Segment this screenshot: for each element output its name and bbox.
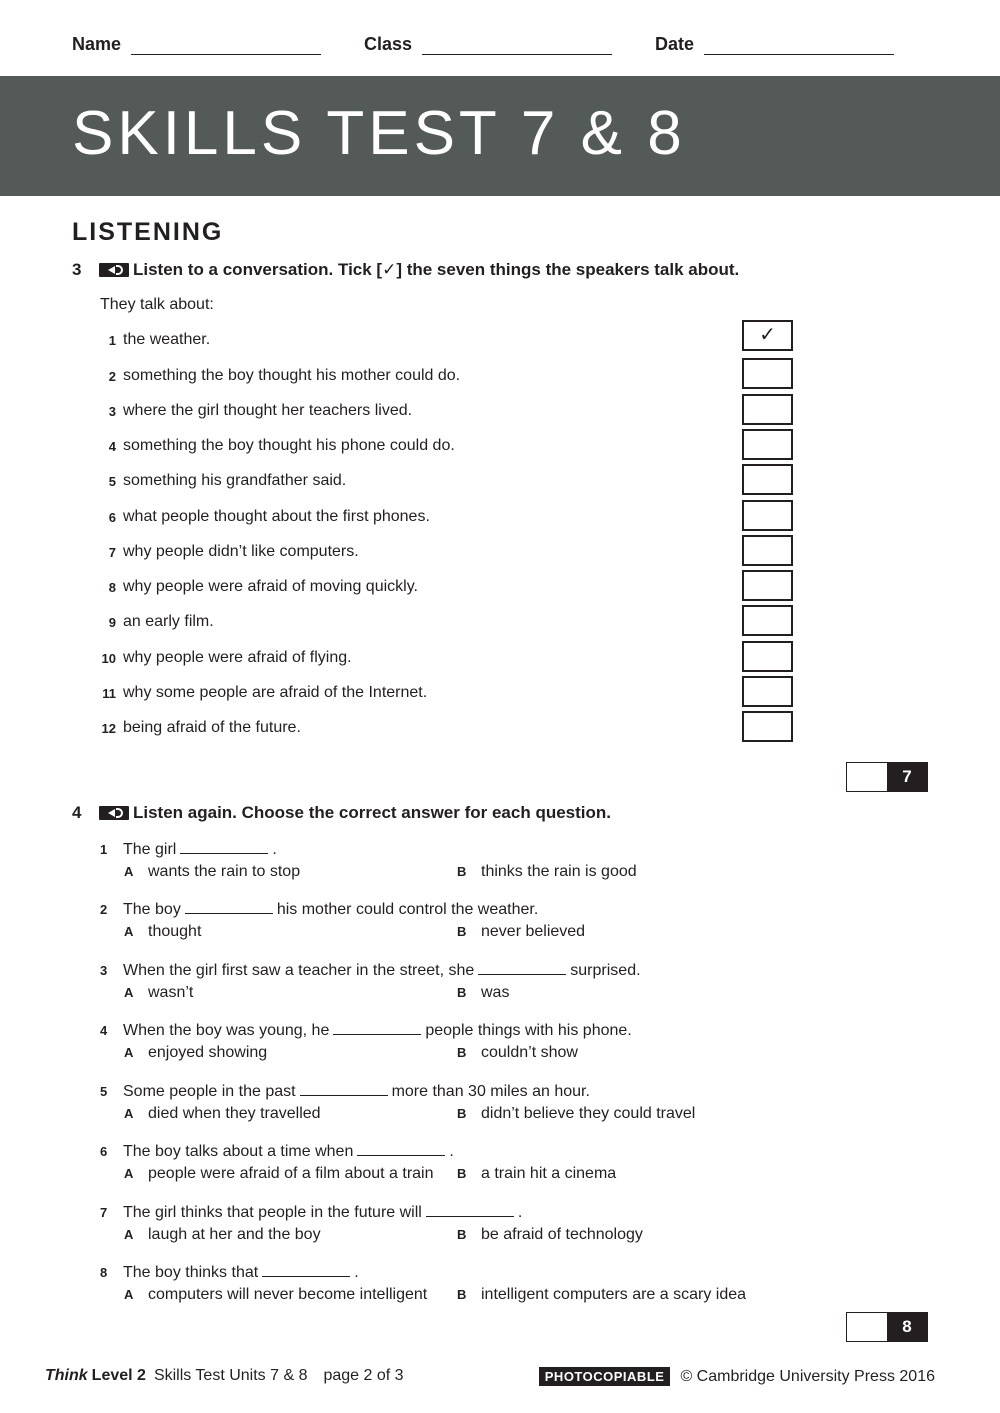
option-letter: B xyxy=(457,1287,467,1302)
option-letter: B xyxy=(457,1045,467,1060)
q4-item-number: 4 xyxy=(100,1023,108,1038)
q4-item-stem xyxy=(100,840,920,862)
answer-blank[interactable] xyxy=(300,1082,388,1096)
q4-item-stem xyxy=(100,961,920,983)
option-letter: A xyxy=(124,985,134,1000)
option-letter: B xyxy=(457,1227,467,1242)
option-letter: B xyxy=(457,864,467,879)
q3-item xyxy=(100,471,346,491)
q4-item-stem xyxy=(100,1203,920,1225)
q3-tick-box[interactable] xyxy=(742,641,793,672)
class-line[interactable] xyxy=(422,37,612,55)
q4-item-after: . xyxy=(517,1204,523,1221)
option-a[interactable] xyxy=(124,1286,427,1304)
q3-item-text: the weather. xyxy=(123,331,211,348)
q4-item-after: . xyxy=(354,1264,359,1281)
q4-item-after: surprised. xyxy=(570,962,641,979)
option-text: thought xyxy=(148,923,202,940)
option-a[interactable] xyxy=(124,984,193,1002)
q4-item xyxy=(100,840,920,885)
option-letter: B xyxy=(457,1106,467,1121)
q3-item xyxy=(100,401,412,421)
q3-item-number: 12 xyxy=(101,720,116,736)
option-text: died when they travelled xyxy=(148,1105,321,1122)
q4-item-after: . xyxy=(449,1143,454,1160)
answer-blank[interactable] xyxy=(357,1142,445,1156)
photocopiable-badge: PHOTOCOPIABLE xyxy=(539,1367,671,1386)
audio-icon xyxy=(99,263,129,277)
q3-item xyxy=(100,577,418,597)
q4-item-stem xyxy=(100,1082,920,1104)
section-title: LISTENING xyxy=(72,218,224,246)
q3-item xyxy=(100,330,210,350)
footer xyxy=(45,1367,935,1389)
q3-tick-box[interactable] xyxy=(742,535,793,566)
q3-item xyxy=(100,366,460,386)
q3-score-total: 7 xyxy=(887,763,927,791)
q3-item xyxy=(100,718,301,738)
option-b[interactable] xyxy=(457,1226,643,1244)
option-text: laugh at her and the boy xyxy=(148,1226,321,1243)
footer-left xyxy=(45,1367,404,1385)
footer-right xyxy=(539,1367,935,1386)
q4-item xyxy=(100,1082,920,1127)
option-text: wasn’t xyxy=(148,984,194,1001)
answer-blank[interactable] xyxy=(262,1263,350,1277)
option-text: enjoyed showing xyxy=(148,1044,268,1061)
q3-tick-box[interactable] xyxy=(742,676,793,707)
copyright: © Cambridge University Press 2016 xyxy=(680,1367,935,1385)
q4-item-number: 1 xyxy=(100,842,108,857)
q4-number: 4 xyxy=(72,803,82,822)
q4-heading xyxy=(72,803,611,823)
q3-tick-box[interactable] xyxy=(742,570,793,601)
q3-item-text: being afraid of the future. xyxy=(123,719,301,736)
q3-number: 3 xyxy=(72,260,82,279)
q4-item-number: 3 xyxy=(100,963,108,978)
option-letter: A xyxy=(124,1166,134,1181)
q4-options xyxy=(100,1044,920,1066)
q3-tick-box[interactable] xyxy=(742,605,793,636)
q3-tick-box[interactable] xyxy=(742,500,793,531)
q3-item-number: 10 xyxy=(101,650,116,666)
option-text: be afraid of technology xyxy=(481,1226,643,1243)
option-letter: B xyxy=(457,924,467,939)
q4-item-stem xyxy=(100,900,920,922)
q4-options xyxy=(100,1286,920,1308)
q3-item-number: 6 xyxy=(108,509,116,525)
option-b[interactable] xyxy=(457,1165,616,1183)
q3-item-text: why people didn’t like computers. xyxy=(123,543,359,560)
class-label: Class xyxy=(364,34,413,54)
option-text: people were afraid of a film about a train xyxy=(148,1165,434,1182)
q4-instruction: Listen again. Choose the correct answer for each question. xyxy=(133,803,612,822)
q3-tick-box[interactable] xyxy=(742,711,793,742)
q3-item-text: why people were afraid of moving quickly. xyxy=(123,578,418,595)
q4-item-before: The girl xyxy=(123,841,177,858)
option-text: wants the rain to stop xyxy=(148,863,301,880)
q3-item xyxy=(100,436,455,456)
q4-item-stem xyxy=(100,1142,920,1164)
title-banner xyxy=(0,76,1000,196)
q4-item-stem xyxy=(100,1263,920,1285)
option-b[interactable] xyxy=(457,1044,578,1062)
q4-item-number: 7 xyxy=(100,1205,108,1220)
option-text: couldn’t show xyxy=(481,1044,578,1061)
q3-item xyxy=(100,683,427,703)
q3-item xyxy=(100,648,352,668)
q4-item-after: more than 30 miles an hour. xyxy=(391,1083,590,1100)
option-text: thinks the rain is good xyxy=(481,863,637,880)
q4-item xyxy=(100,1021,920,1066)
answer-blank[interactable] xyxy=(180,840,268,854)
option-text: didn’t believe they could travel xyxy=(481,1105,696,1122)
q4-options xyxy=(100,1105,920,1127)
footer-units: Skills Test Units 7 & 8 xyxy=(153,1367,308,1384)
q4-item xyxy=(100,961,920,1006)
q3-item-text: what people thought about the first phones. xyxy=(123,508,430,525)
q4-item-number: 5 xyxy=(100,1084,108,1099)
q4-item-number: 8 xyxy=(100,1265,108,1280)
q4-score-blank[interactable] xyxy=(847,1313,889,1341)
q4-item-after: . xyxy=(272,841,277,858)
q4-item-before: The boy xyxy=(123,901,181,918)
option-text: never believed xyxy=(481,923,586,940)
q4-item-before: When the boy was young, he xyxy=(123,1022,330,1039)
q3-tick-box[interactable]: ✓ xyxy=(742,320,793,351)
option-letter: B xyxy=(457,985,467,1000)
q3-item xyxy=(100,507,430,527)
option-text: a train hit a cinema xyxy=(481,1165,617,1182)
option-a[interactable] xyxy=(124,1226,321,1244)
q3-item-text: where the girl thought her teachers lived. xyxy=(123,402,413,419)
footer-page: page 2 of 3 xyxy=(323,1367,404,1384)
date-field[interactable] xyxy=(655,34,894,55)
header-fields xyxy=(72,34,902,60)
class-field[interactable] xyxy=(364,34,612,55)
q3-item-number: 9 xyxy=(108,614,116,630)
footer-brand: Think xyxy=(45,1367,88,1384)
q3-heading xyxy=(72,260,739,280)
option-letter: A xyxy=(124,924,134,939)
q3-score-blank[interactable] xyxy=(847,763,889,791)
date-line[interactable] xyxy=(704,37,894,55)
q3-item xyxy=(100,612,214,632)
q4-options xyxy=(100,1165,920,1187)
q4-score-box xyxy=(846,1312,928,1342)
q4-item-after: people things with his phone. xyxy=(425,1022,632,1039)
q4-item-before: The boy thinks that xyxy=(123,1264,259,1281)
q3-item-text: something the boy thought his mother could do. xyxy=(123,367,461,384)
q4-options xyxy=(100,863,920,885)
q4-options xyxy=(100,1226,920,1248)
answer-blank[interactable] xyxy=(478,961,566,975)
option-letter: A xyxy=(124,864,134,879)
q3-tick-box[interactable] xyxy=(742,429,793,460)
option-letter: A xyxy=(124,1287,134,1302)
option-b[interactable] xyxy=(457,1286,746,1304)
q4-item xyxy=(100,1203,920,1248)
option-text: was xyxy=(481,984,510,1001)
q4-item-after: his mother could control the weather. xyxy=(276,901,539,918)
option-a[interactable] xyxy=(124,1165,434,1183)
q3-item-text: something the boy thought his phone could do. xyxy=(123,437,455,454)
q3-tick-box[interactable] xyxy=(742,394,793,425)
q3-item xyxy=(100,542,359,562)
name-field[interactable] xyxy=(72,34,321,55)
answer-blank[interactable] xyxy=(185,900,273,914)
option-a[interactable] xyxy=(124,863,300,881)
q4-item-before: When the girl first saw a teacher in the street, she xyxy=(123,962,475,979)
option-text: intelligent computers are a scary idea xyxy=(481,1286,747,1303)
q4-item-before: The girl thinks that people in the future will xyxy=(123,1204,422,1221)
q4-item-number: 6 xyxy=(100,1144,108,1159)
name-line[interactable] xyxy=(131,37,321,55)
option-b[interactable] xyxy=(457,863,637,881)
option-a[interactable] xyxy=(124,1105,321,1123)
q4-options xyxy=(100,984,920,1006)
q3-intro: They talk about: xyxy=(100,296,214,313)
q3-item-text: something his grandfather said. xyxy=(123,472,347,489)
footer-level: Level 2 xyxy=(91,1367,146,1384)
q3-tick-box[interactable] xyxy=(742,358,793,389)
q4-item xyxy=(100,900,920,945)
q4-item-number: 2 xyxy=(100,902,108,917)
q3-item-number: 2 xyxy=(108,368,116,384)
q4-item-before: Some people in the past xyxy=(123,1083,296,1100)
q3-item-number: 3 xyxy=(108,403,116,419)
q3-item-number: 11 xyxy=(102,685,116,701)
q3-item-text: an early film. xyxy=(123,613,214,630)
q4-item xyxy=(100,1142,920,1187)
option-b[interactable] xyxy=(457,1105,695,1123)
name-label: Name xyxy=(72,34,122,54)
q3-instruction: Listen to a conversation. Tick [✓] the seven things the speakers talk about. xyxy=(133,260,740,279)
q4-item-stem xyxy=(100,1021,920,1043)
option-b[interactable] xyxy=(457,984,509,1002)
q3-item-number: 1 xyxy=(108,332,116,348)
q4-options xyxy=(100,923,920,945)
option-text: computers will never become intelligent xyxy=(148,1286,428,1303)
option-letter: A xyxy=(124,1106,134,1121)
q4-item xyxy=(100,1263,920,1308)
page-title: SKILLS TEST 7 & 8 xyxy=(72,99,686,168)
option-letter: A xyxy=(124,1227,134,1242)
option-letter: B xyxy=(457,1166,467,1181)
q3-item-number: 4 xyxy=(108,438,116,454)
q3-tick-box[interactable] xyxy=(742,464,793,495)
q3-item-text: why people were afraid of flying. xyxy=(123,649,352,666)
q4-score-total: 8 xyxy=(887,1313,927,1341)
date-label: Date xyxy=(655,34,695,54)
q4-item-before: The boy talks about a time when xyxy=(123,1143,354,1160)
option-letter: A xyxy=(124,1045,134,1060)
answer-blank[interactable] xyxy=(426,1203,514,1217)
option-b[interactable] xyxy=(457,923,585,941)
q3-item-number: 8 xyxy=(108,579,116,595)
q3-item-text: why some people are afraid of the Internet. xyxy=(123,684,428,701)
audio-icon xyxy=(99,806,129,820)
q3-score-box xyxy=(846,762,928,792)
option-a[interactable] xyxy=(124,1044,267,1062)
option-a[interactable] xyxy=(124,923,201,941)
q3-item-number: 5 xyxy=(108,473,116,489)
q3-item-number: 7 xyxy=(108,544,116,560)
answer-blank[interactable] xyxy=(333,1021,421,1035)
